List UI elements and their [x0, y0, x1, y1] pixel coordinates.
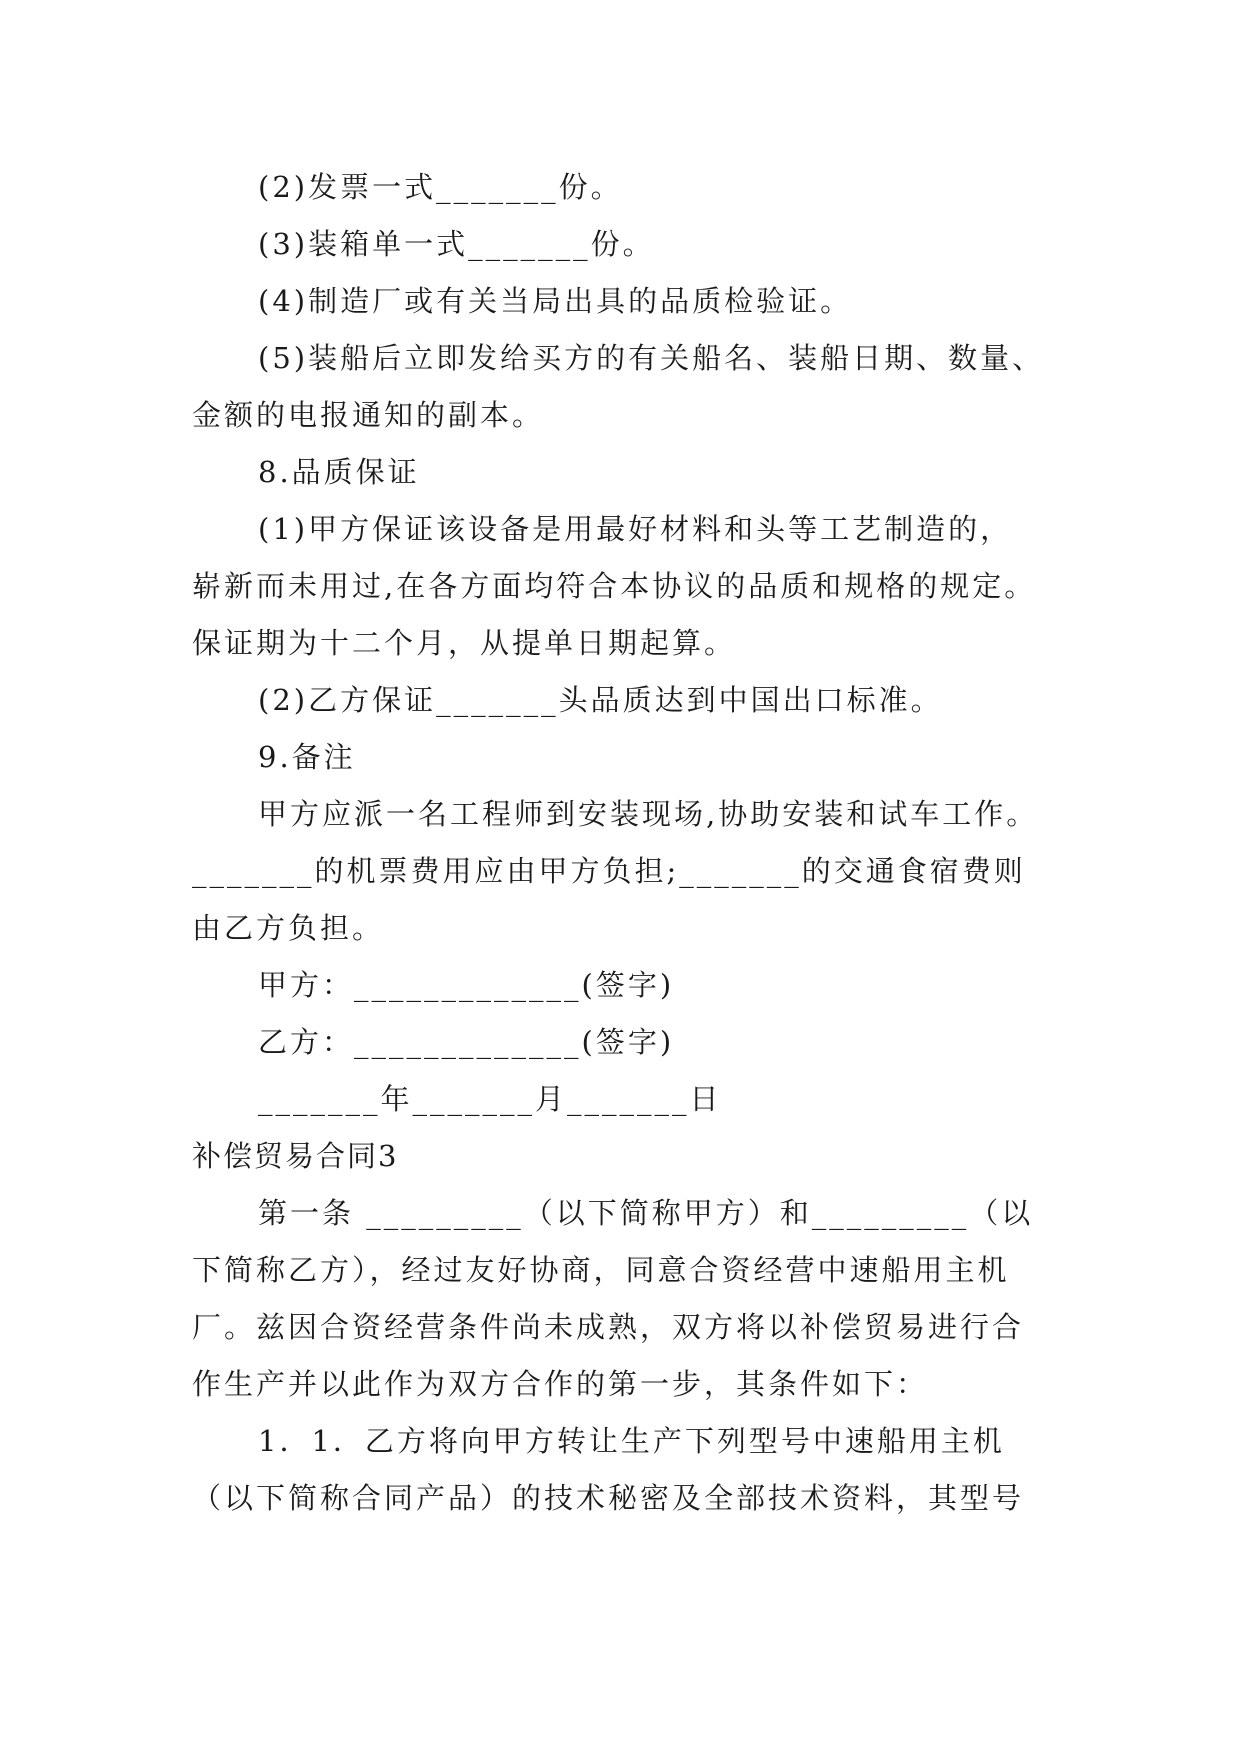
section-heading-quality: 8.品质保证	[258, 455, 420, 489]
contract-title: 补偿贸易合同3	[192, 1139, 399, 1173]
clause-1-1-line: 1．1．乙方将向甲方转让生产下列型号中速船用主机	[258, 1424, 1005, 1458]
quality-clause-1-line: (1)甲方保证该设备是用最好材料和头等工艺制造的，	[258, 512, 1013, 546]
clause-1-1-cont: （以下简称合同产品）的技术秘密及全部技术资料，其型号	[192, 1481, 1025, 1515]
shipping-notice-line: (5)装船后立即发给买方的有关船名、装船日期、数量、	[258, 341, 1045, 375]
party-a-signature-line: 甲方：_____________(签字)	[258, 968, 675, 1002]
article-1-cont2: 厂。兹因合资经营条件尚未成熟，双方将以补偿贸易进行合	[192, 1310, 1025, 1344]
invoice-copies-line: (2)发票一式_______份。	[258, 170, 623, 204]
packing-list-line: (3)装箱单一式_______份。	[258, 227, 655, 261]
quality-clause-1-cont2: 保证期为十二个月，从提单日期起算。	[192, 626, 737, 660]
article-1-cont3: 作生产并以此作为双方合作的第一步，其条件如下：	[192, 1367, 929, 1401]
quality-certificate-line: (4)制造厂或有关当局出具的品质检验证。	[258, 284, 853, 318]
article-1-line: 第一条 _________（以下简称甲方）和_________（以	[258, 1196, 1034, 1230]
remarks-line-cont: _______的机票费用应由甲方负担;_______的交通食宿费则	[192, 854, 1026, 888]
article-1-cont: 下简称乙方），经过友好协商，同意合资经营中速船用主机	[192, 1253, 1010, 1287]
quality-clause-2-line: (2)乙方保证_______头品质达到中国出口标准。	[258, 683, 943, 717]
party-b-signature-line: 乙方：_____________(签字)	[258, 1025, 675, 1059]
quality-clause-1-cont: 崭新而未用过,在各方面均符合本协议的品质和规格的规定。	[192, 569, 1037, 603]
remarks-line-cont2: 由乙方负担。	[192, 911, 385, 945]
remarks-line: 甲方应派一名工程师到安装现场,协助安装和试车工作。	[258, 797, 1039, 831]
shipping-notice-line-cont: 金额的电报通知的副本。	[192, 398, 545, 432]
section-heading-remarks: 9.备注	[258, 740, 356, 774]
date-line: _______年_______月_______日	[258, 1082, 722, 1116]
